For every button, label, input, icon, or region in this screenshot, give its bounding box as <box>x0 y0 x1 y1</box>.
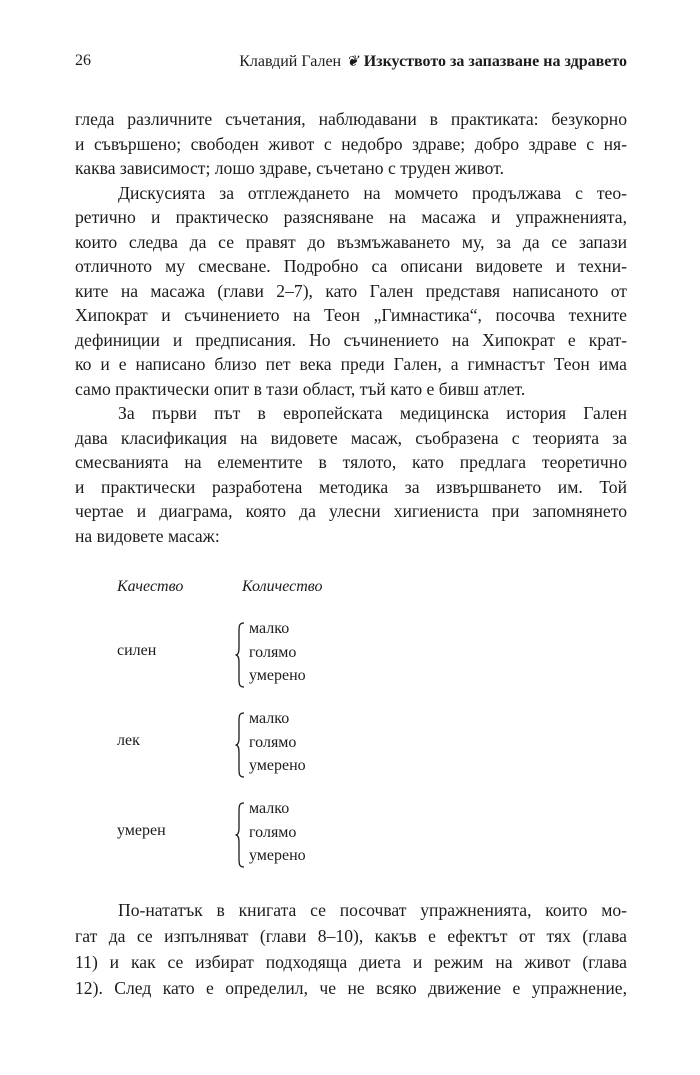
quantity-header: Количество <box>242 578 323 595</box>
text-line: които следва да се правят до възмъжаването му, за да се запази <box>75 231 627 252</box>
body-text <box>75 107 627 548</box>
quantity-label: умерено <box>249 757 306 774</box>
quantity-label: умерено <box>249 847 306 864</box>
quantity-label: малко <box>249 710 290 727</box>
text-line: гледа различните съчетания, наблюдавани в практиката: безукорно <box>75 109 627 129</box>
text-line: За първи път в европейската медицинска история Гален <box>118 403 627 423</box>
text-line: чертае и диаграма, която да улесни хигиениста при запомнянето <box>75 501 627 521</box>
quantity-label: умерено <box>249 667 306 684</box>
text-line: дава класификация на видовете масаж, съобразена с теорията за <box>75 427 627 448</box>
quantity-label: малко <box>249 800 290 817</box>
text-line: По-нататък в книгата се посочват упражненията, които мо- <box>118 900 627 920</box>
brace-icon <box>235 712 245 778</box>
brace-icon <box>235 802 245 868</box>
header-author: Клавдий Гален <box>239 53 342 70</box>
text-line: 12). След като е определил, че не всяко движение е упражнение, <box>75 978 627 998</box>
header-title: Изкуството за запазване на здравето <box>363 53 627 70</box>
quality-header: Качество <box>117 578 184 595</box>
text-line: 11) и как се избират подходяща диета и режим на живот (глава <box>75 952 627 972</box>
quantity-label: малко <box>249 620 290 637</box>
body-text-continued <box>75 897 627 1001</box>
text-line: ките на масажа (глави 2–7), като Гален представя написаното от <box>75 280 627 301</box>
text-line: смесванията на елементите в тялото, като предлага теоретично <box>75 452 627 472</box>
leaf-ornament-icon: ❦ <box>346 54 359 70</box>
header-right <box>239 52 627 71</box>
text-line: ко и е написано близо пет века преди Гален, а гимнастът Теон има <box>75 354 627 374</box>
quantity-label: голямо <box>249 734 297 751</box>
text-line: Дискусията за отглеждането на момчето продължава с тео- <box>118 182 627 203</box>
massage-diagram <box>117 578 517 878</box>
text-line: дефиниции и предписания. Но съчинението на Хипократ е крат- <box>75 329 627 350</box>
text-line: на видовете масаж: <box>75 525 220 546</box>
text-line: отличното му смесване. Подробно са описани видовете и техни- <box>75 256 627 276</box>
text-line: и съвършено; свободен живот с недобро здраве; добро здраве с ня- <box>75 133 627 154</box>
text-line: Хипократ и съчинението на Теон „Гимнастика“, посочва техните <box>75 305 627 325</box>
page-number: 26 <box>75 52 91 69</box>
quality-label: силен <box>117 642 157 659</box>
text-line: само практически опит в тази област, тъй като е бивш атлет. <box>75 378 526 399</box>
quantity-label: голямо <box>249 644 297 661</box>
quality-label: лек <box>117 732 140 749</box>
brace-icon <box>235 622 245 688</box>
quality-label: умерен <box>117 822 166 839</box>
text-line: гат да се изпълняват (глави 8–10), какъв е ефектът от тях (глава <box>75 926 627 946</box>
text-line: ретично и практическо разясняване на масажа и упражненията, <box>75 207 627 227</box>
text-line: каква зависимост; лошо здраве, съчетано с труден живот. <box>75 158 505 178</box>
running-header <box>75 52 627 76</box>
quantity-label: голямо <box>249 824 297 841</box>
text-line: и практически разработена методика за извършването им. Той <box>75 476 627 497</box>
